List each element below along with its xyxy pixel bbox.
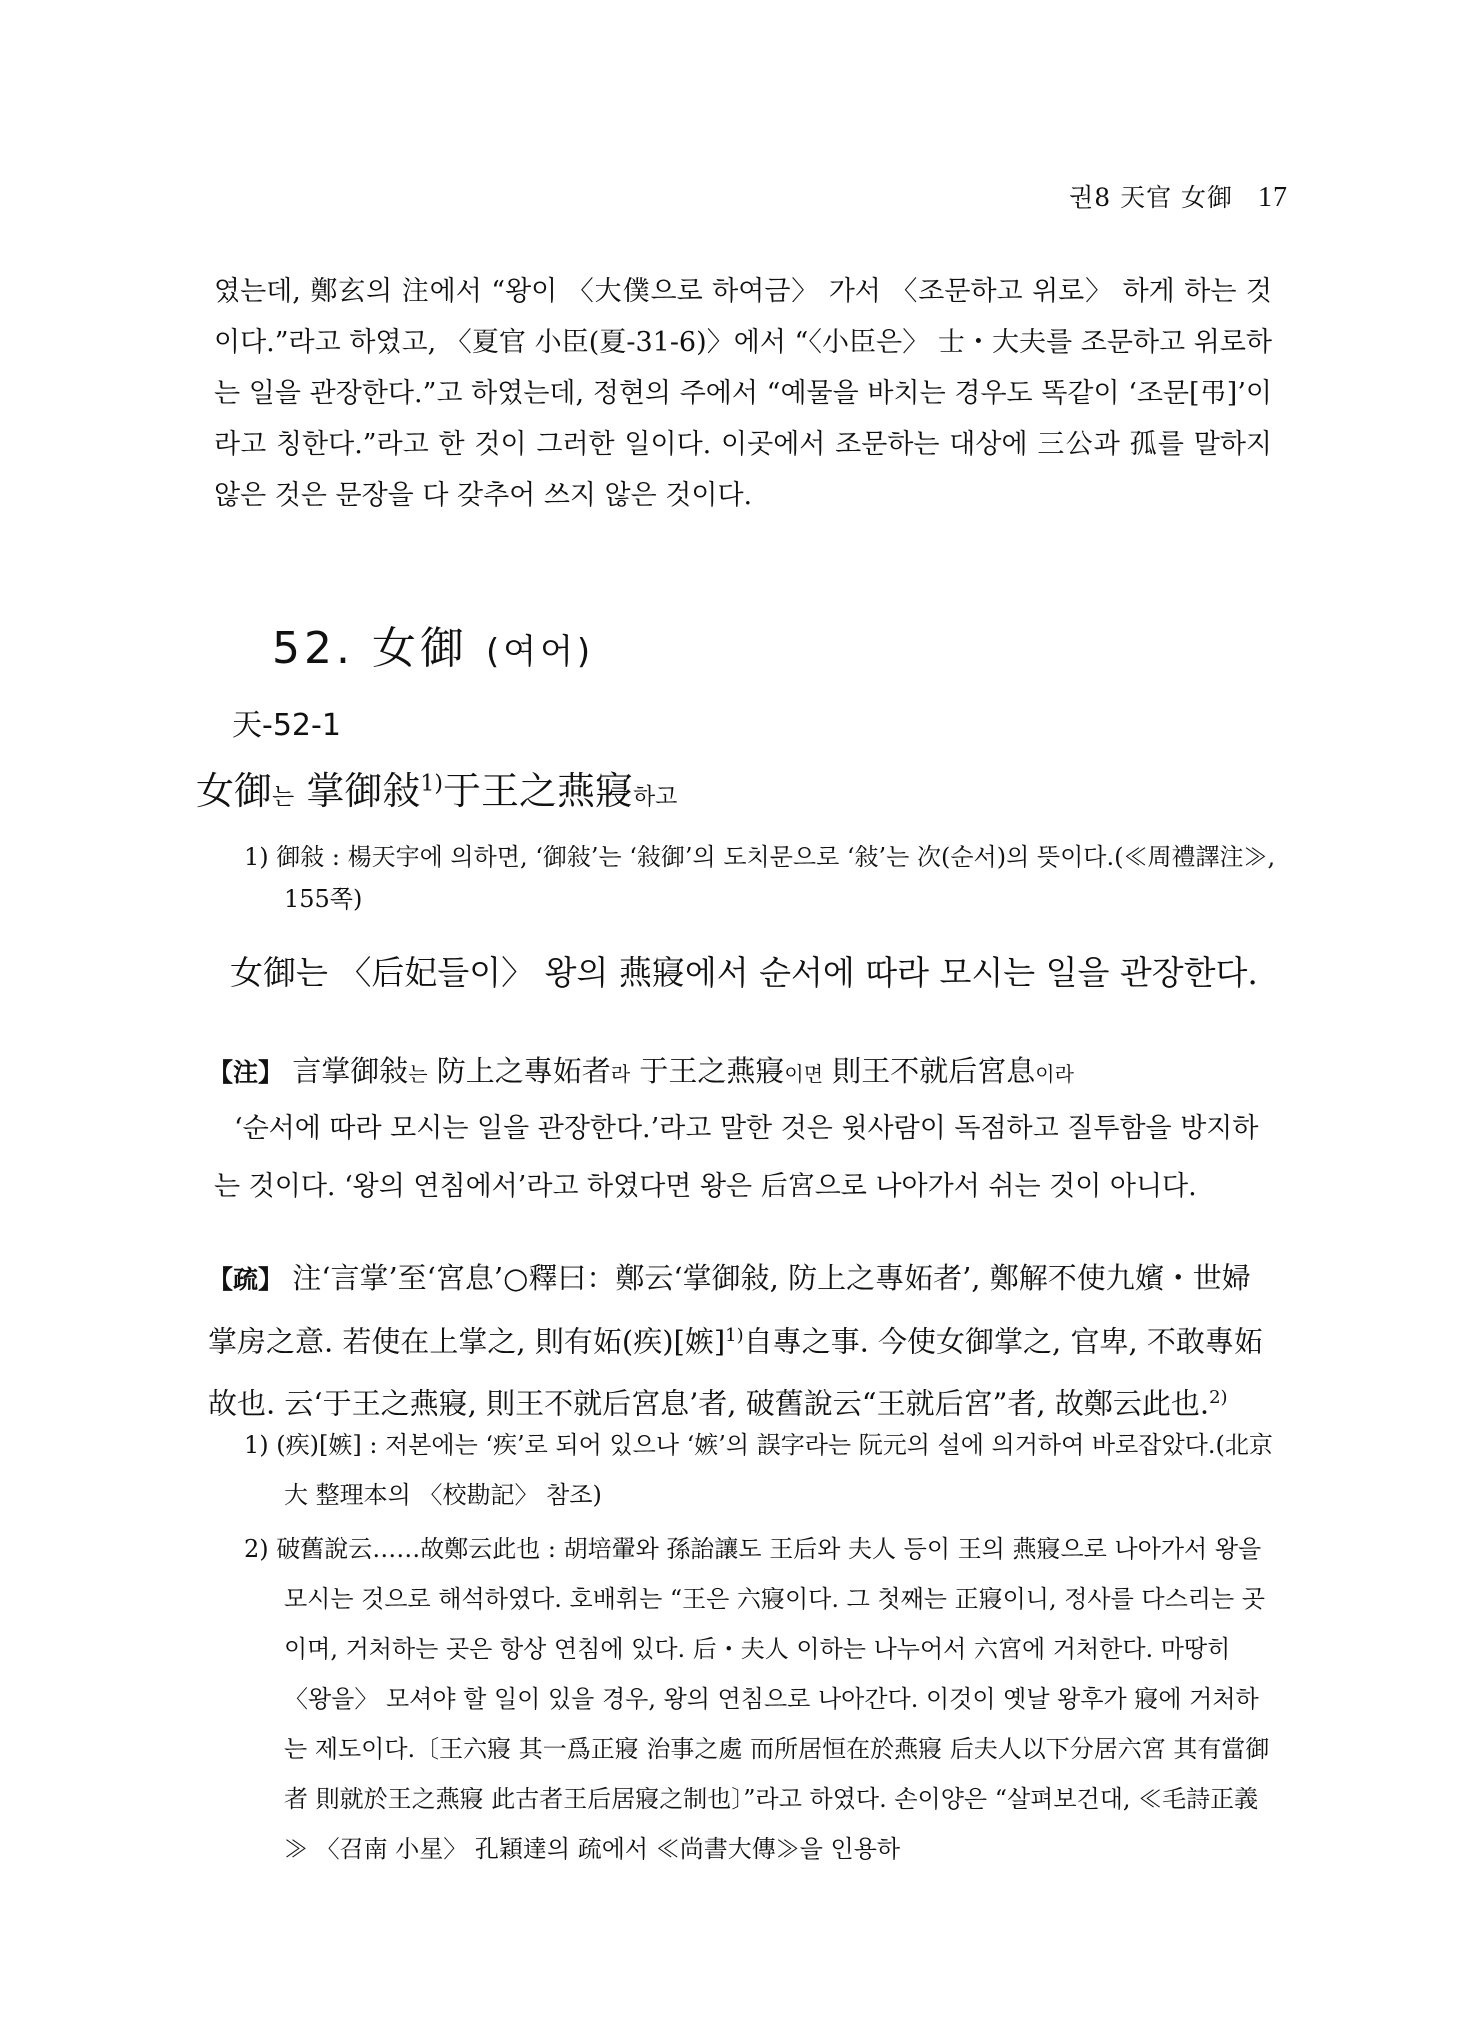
zhu-text: 于王之燕寢 — [639, 1054, 785, 1088]
translation: 女御는 〈后妃들이〉 왕의 燕寢에서 순서에 따라 모시는 일을 관장한다. — [230, 953, 1258, 992]
shu-text: 自專之事. 今使女御掌之, 官卑, 不敢專妬故也. 云‘于王之燕寢, 則王不就后宮息’者, 破舊說云“王就后宮”者, 故鄭云此也. — [208, 1324, 1263, 1421]
footnote: 1) 御敍 : 楊天宇에 의하면, ‘御敍’는 ‘敍御’의 도치문으로 ‘敍’는 次(순서)의 뜻이다.(≪周禮譯注≫, 155쪽) — [244, 843, 1276, 913]
footnote: 2) 破舊說云……故鄭云此也 : 胡培翬와 孫詒讓도 王后와 夫人 등이 王의 燕寢으로 나아가서 왕을 모시는 것으로 해석하였다. 호배휘는 “王은 六寢이다. 그 첫째는 正寢이니, 정사를 다스리는 곳이며, 거처하는 곳은 항상 연침에 있다. 后・夫人 이하는 나누어서 六宮에 거처한다. 마땅히 〈왕을〉 모셔야 할 일이 있을 경우, 왕의 연침으로 나아간다. 이것이 옛날 왕후가 寢에 거처하는 제도이다.〔王六寢 其一爲正寢 治事之處 而所居恒在於燕寢 后夫人以下分居六宮 其有當御者 則就於王之燕寢 此古者王后居寢之制也〕”라고 하였다. 손이양은 “살펴보건대, ≪毛詩正義≫ 〈召南 小星〉 孔穎達의 疏에서 ≪尚書大傳≫을 인용하 — [244, 1535, 1270, 1863]
shu-commentary — [208, 1250, 1274, 1431]
footnote-ref: 1) — [420, 771, 443, 797]
zhu-commentary — [208, 1043, 1274, 1102]
classical-particle: 하고 — [632, 784, 678, 810]
zhu-translation: ‘순서에 따라 모시는 일을 관장한다.’라고 말한 것은 윗사람이 독점하고 질투함을 방지하는 것이다. ‘왕의 연침에서’라고 하였다면 왕은 后宮으로 나아가서 쉬는 것이 아니다. — [214, 1113, 1259, 1202]
footnote: 1) (疾)[嫉] : 저본에는 ‘疾’로 되어 있으나 ‘嫉’의 誤字라는 阮元의 설에 의거하여 바로잡았다.(北京大 整理本의 〈校勘記〉 참조) — [244, 1431, 1273, 1509]
shu-tag: 【疏】 — [208, 1265, 284, 1294]
running-head-title: 권8 天官 女御 — [1069, 183, 1234, 212]
zhu-particle: 이면 — [784, 1062, 824, 1086]
zhu-particle: 는 — [408, 1062, 428, 1086]
shu-text: 注‘言掌’至‘宮息’○釋曰：鄭云‘掌御敍, 防上之專妬者’, 鄭解不使九嬪・世婦掌房之意. 若使在上掌之, 則有妬(疾)[嫉] — [208, 1261, 1251, 1359]
running-head — [1069, 178, 1288, 214]
zhu-text: 防上之專妬者 — [436, 1054, 611, 1088]
classical-particle: 는 — [272, 784, 295, 810]
section-title: 52. 女御 — [272, 623, 468, 674]
classical-part: 掌御敍 — [306, 769, 421, 813]
zhu-text: 言掌御敍 — [292, 1054, 409, 1088]
entry-id: 天-52-1 — [232, 708, 341, 743]
section-title-korean: (여어) — [485, 632, 595, 672]
zhu-text: 則王不就后宮息 — [832, 1054, 1036, 1088]
zhu-particle: 이라 — [1035, 1062, 1074, 1086]
classical-text — [196, 760, 677, 815]
classical-part: 女御 — [196, 769, 273, 813]
footnote-ref: 1) — [725, 1325, 744, 1346]
footnote-ref: 2) — [1209, 1386, 1228, 1408]
footnote-list — [244, 1420, 1274, 1878]
section-heading — [272, 612, 594, 676]
intro-paragraph: 였는데, 鄭玄의 注에서 “왕이 〈大僕으로 하여금〉 가서 〈조문하고 위로〉 하게 하는 것이다.”라고 하였고, 〈夏官 小臣(夏-31-6)〉에서 “〈小臣은〉 士・大夫를 조문하고 위로하는 일을 관장한다.”고 하였는데, 정현의 주에서 “예물을 바치는 경우도 똑같이 ‘조문[弔]’이라고 칭한다.”라고 한 것이 그러한 일이다. 이곳에서 조문하는 대상에 三公과 孤를 말하지 않은 것은 문장을 다 갖추어 쓰지 않은 것이다. — [214, 276, 1272, 511]
zhu-particle: 라 — [610, 1062, 631, 1086]
classical-part: 于王之燕寢 — [442, 769, 633, 813]
page-number: 17 — [1258, 182, 1288, 213]
zhu-tag: 【注】 — [208, 1058, 284, 1087]
